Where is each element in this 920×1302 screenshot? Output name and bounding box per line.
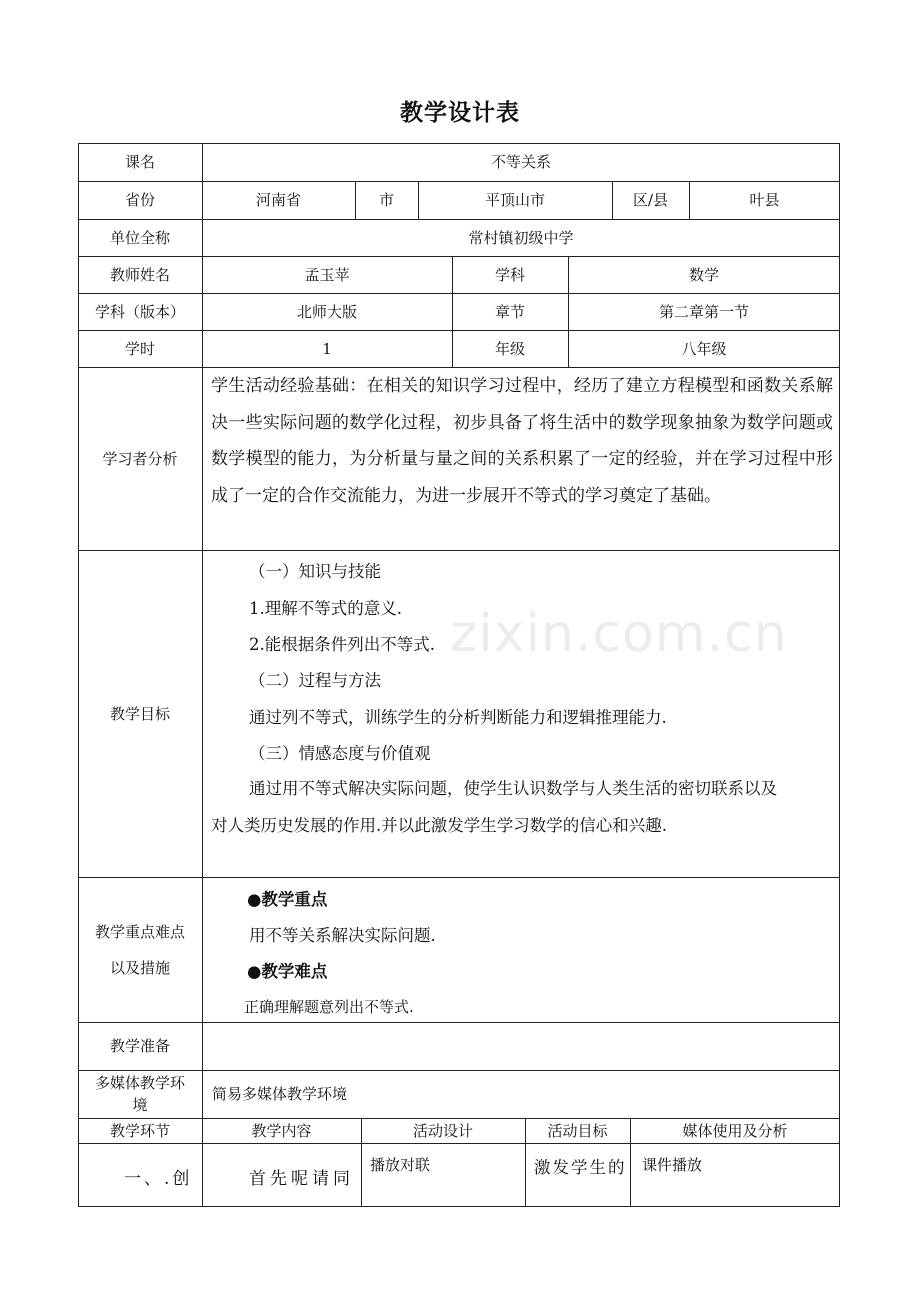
teacher-label: 教师姓名	[109, 265, 170, 284]
row-divider	[78, 877, 840, 878]
header-activity-goal: 活动目标	[547, 1121, 608, 1140]
goal-heading-attitude: （三）情感态度与价值观	[249, 744, 431, 763]
media-analysis-cell: 课件播放	[642, 1156, 703, 1174]
row-divider	[78, 1143, 840, 1144]
unit-value: 常村镇初级中学	[468, 228, 574, 247]
goal-heading-process: （二）过程与方法	[249, 671, 381, 690]
goal-item: 2.能根据条件列出不等式.	[249, 635, 435, 654]
header-stage: 教学环节	[109, 1121, 170, 1140]
prep-label: 教学准备	[109, 1037, 170, 1055]
key-point-text: 用不等关系解决实际问题.	[249, 926, 436, 945]
learner-label: 学习者分析	[102, 449, 178, 468]
header-activity: 活动设计	[412, 1121, 473, 1140]
goals-label: 教学目标	[109, 704, 170, 723]
document-title: 教学设计表	[400, 99, 520, 126]
province-label: 省份	[124, 191, 155, 209]
province-value: 河南省	[255, 191, 301, 209]
activity-cell: 播放对联	[370, 1156, 431, 1174]
grade-label: 年级	[494, 339, 525, 358]
goal-item: 1.理解不等式的意义.	[249, 599, 402, 618]
county-value: 叶县	[749, 191, 780, 209]
chapter-label: 章节	[494, 302, 525, 321]
city-label: 市	[378, 191, 394, 209]
keypoints-label-line1: 教学重点难点	[94, 923, 185, 941]
difficulty-text: 正确理解题意列出不等式.	[244, 998, 414, 1016]
media-label-line1: 多媒体教学环	[94, 1074, 185, 1092]
header-content: 教学内容	[251, 1121, 312, 1140]
hours-label: 学时	[124, 339, 155, 358]
goal-item: 通过用不等式解决实际问题，使学生认识数学与人类生活的密切联系以及	[249, 779, 777, 798]
subject-label: 学科	[494, 265, 525, 284]
edition-label: 学科（版本）	[94, 302, 185, 321]
hours-value: 1	[322, 339, 332, 358]
course-value: 不等关系	[490, 153, 551, 171]
unit-label: 单位全称	[109, 228, 170, 247]
learner-analysis-text: 学生活动经验基础：在相关的知识学习过程中，经历了建立方程模型和函数关系解决一些实际问题的数学化过程，初步具备了将生活中的数学现象抽象为数学问题或数学模型的能力，为分析量与量之间的关系积累了一定的经验，并在学习过程中形成了一定的合作交流能力，为进一步展开不等式的学习奠定了基础。	[211, 376, 833, 506]
stage-cell: 一、.创	[124, 1169, 193, 1189]
grade-value: 八年级	[681, 339, 727, 358]
header-media-analysis: 媒体使用及分析	[682, 1121, 788, 1140]
goal-item: 通过列不等式，训练学生的分析判断能力和逻辑推理能力.	[249, 708, 667, 727]
watermark: zixin.com.cn	[450, 604, 788, 664]
subject-value: 数学	[688, 265, 719, 284]
keypoints-label-line2: 以及措施	[109, 959, 170, 977]
chapter-value: 第二章第一节	[658, 302, 749, 321]
teacher-value: 孟玉苹	[304, 265, 350, 284]
course-label: 课名	[124, 153, 155, 171]
row-divider	[78, 1070, 840, 1071]
activity-goal-cell: 激发学生的	[534, 1158, 627, 1177]
city-value: 平顶山市	[484, 191, 545, 209]
goal-item-continued: 对人类历史发展的作用.并以此激发学生学习数学的信心和兴趣.	[211, 816, 667, 835]
edition-value: 北师大版	[296, 302, 357, 321]
prep-value	[202, 1022, 840, 1070]
difficulty-heading: ●教学难点	[247, 962, 328, 981]
media-value: 简易多媒体教学环境	[212, 1085, 348, 1103]
key-point-heading: ●教学重点	[247, 890, 328, 909]
goal-heading-knowledge: （一）知识与技能	[249, 562, 381, 581]
content-cell: 首先呢请同	[249, 1169, 354, 1189]
media-label-line2: 境	[132, 1096, 148, 1114]
county-label: 区/县	[632, 191, 669, 209]
